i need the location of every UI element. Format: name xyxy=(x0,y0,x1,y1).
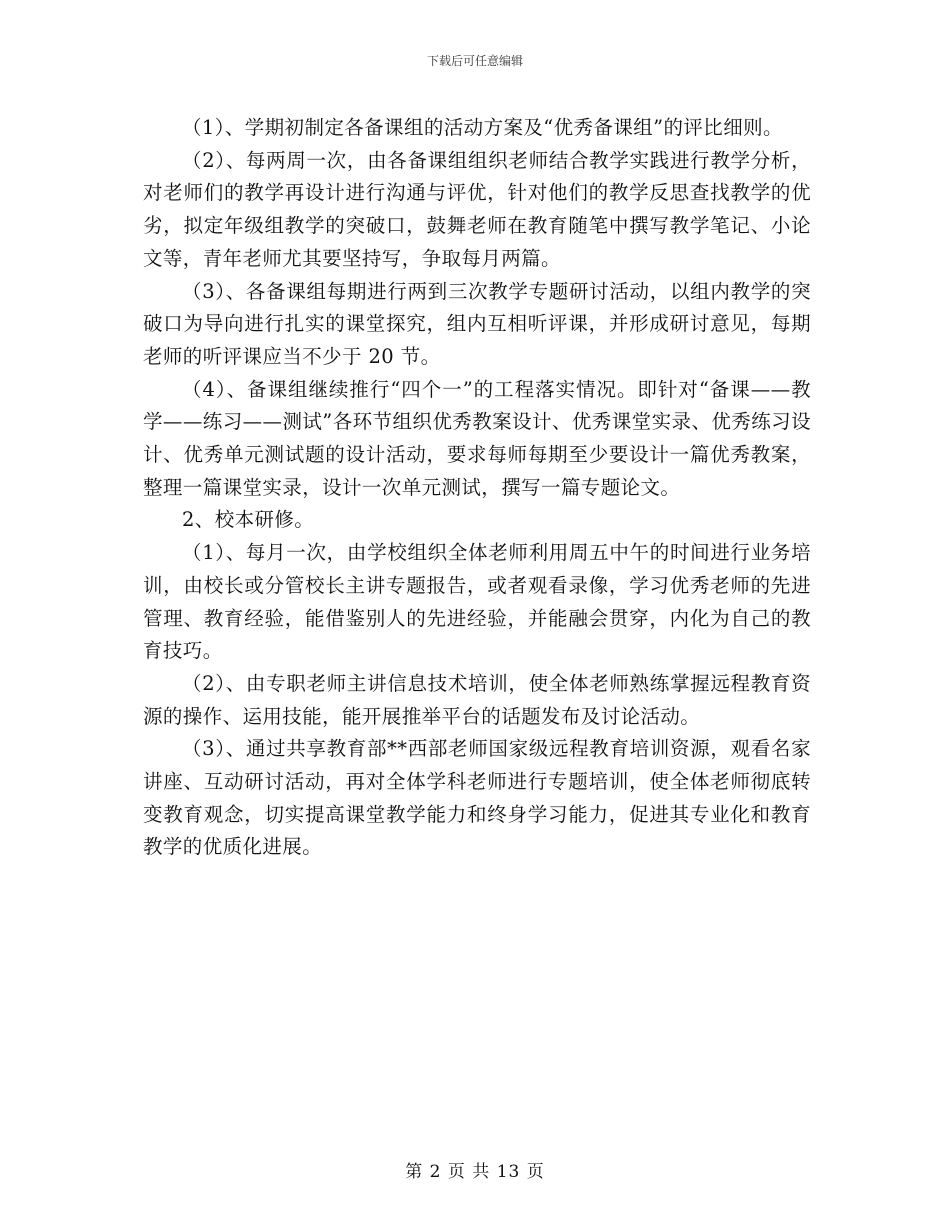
page-header: 下载后可任意编辑 xyxy=(426,54,523,68)
paragraph-2-2: （2）、由专职老师主讲信息技术培训，使全体老师熟练掌握远程教育资源的操作、运用技能，能开展推举平台的话题发布及讨论活动。 xyxy=(143,671,811,728)
page-footer: 第 2 页 共 13 页 xyxy=(405,1162,545,1182)
paragraph-1-4: （4）、备课组继续推行“四个一”的工程落实情况。即针对“备课——教学——练习——测试”各环节组织优秀教案设计、优秀课堂实录、优秀练习设计、优秀单元测试题的设计活动，要求每师每期至少要设计一篇优秀教案，整理一篇课堂实录，设计一次单元测试，撰写一篇专题论文。 xyxy=(143,377,811,499)
document-body xyxy=(143,112,811,864)
paragraph-2-1: （1）、每月一次，由学校组织全体老师利用周五中午的时间进行业务培训，由校长或分管校长主讲专题报告，或者观看录像，学习优秀老师的先进管理、教育经验，能借鉴别人的先进经验，并能融会贯穿，内化为自己的教育技巧。 xyxy=(143,541,811,663)
paragraph-1-2: （2）、每两周一次，由各备课组组织老师结合教学实践进行教学分析，对老师们的教学再设计进行沟通与评优，针对他们的教学反思查找教学的优劣，拟定年级组教学的突破口，鼓舞老师在教育随笔中撰写教学笔记、小论文等，青年老师尤其要坚持写，争取每月两篇。 xyxy=(143,148,811,270)
paragraph-1-3: （3）、各备课组每期进行两到三次教学专题研讨活动，以组内教学的突破口为导向进行扎实的课堂探究，组内互相听评课，并形成研讨意见，每期老师的听评课应当不少于 20 节。 xyxy=(143,279,811,368)
section-heading-2: 2、校本研修。 xyxy=(182,508,315,532)
paragraph-2-3: （3）、通过共享教育部**西部老师国家级远程教育培训资源，观看名家讲座、互动研讨活动，再对全体学科老师进行专题培训，使全体老师彻底转变教育观念，切实提高课堂教学能力和终身学习能力，促进其专业化和教育教学的优质化进展。 xyxy=(143,737,811,859)
paragraph-1-1: （1）、学期初制定各备课组的活动方案及“优秀备课组”的评比细则。 xyxy=(182,116,783,139)
